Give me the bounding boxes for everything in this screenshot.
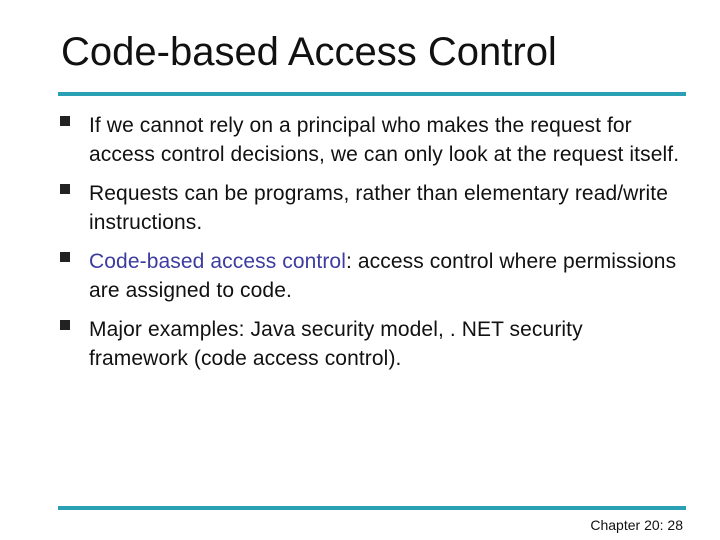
slide-number: Chapter 20: 28	[590, 517, 683, 533]
square-bullet-icon	[60, 116, 70, 126]
bullet-text: If we cannot rely on a principal who makes the request for access control decisions, we can only look at the request itself.	[89, 114, 680, 166]
bullet-list	[60, 111, 685, 373]
title-divider	[58, 92, 686, 96]
square-bullet-icon	[60, 320, 70, 330]
bullet-item	[60, 315, 685, 373]
bullet-item	[60, 179, 685, 237]
square-bullet-icon	[60, 252, 70, 262]
slide-title: Code-based Access Control	[61, 30, 557, 74]
bullet-text: Requests can be programs, rather than elementary read/write instructions.	[89, 182, 669, 234]
square-bullet-icon	[60, 184, 70, 194]
bullet-text: : access control where permissions are assigned to code.	[89, 250, 677, 302]
bullet-item	[60, 111, 685, 169]
key-term: Code-based access control	[89, 250, 346, 273]
footer-divider	[58, 506, 686, 510]
bullet-text: Major examples: Java security model, . NET security framework (code access control).	[89, 318, 583, 370]
bullet-item	[60, 247, 685, 305]
